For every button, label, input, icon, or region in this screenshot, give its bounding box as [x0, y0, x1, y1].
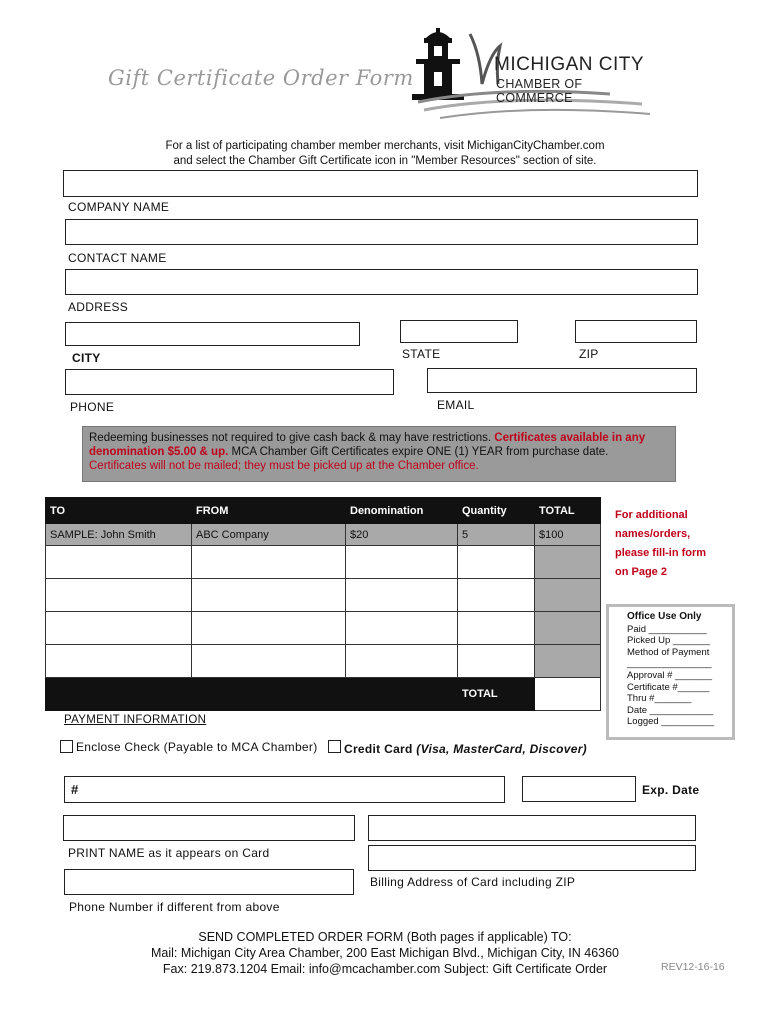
logo-line2: CHAMBER OF COMMERCE: [496, 77, 583, 105]
billing-address-label: Billing Address of Card including ZIP: [370, 875, 576, 889]
office-thru: Thru #_______: [627, 693, 692, 705]
quantity-cell[interactable]: [458, 612, 535, 645]
sample-from: ABC Company: [192, 524, 346, 546]
check-label: Enclose Check (Payable to MCA Chamber): [76, 740, 318, 754]
quantity-cell[interactable]: [458, 579, 535, 612]
email-input[interactable]: [427, 368, 697, 393]
zip-label: ZIP: [579, 347, 599, 361]
footer-fax-email: Fax: 219.873.1204 Email: info@mcachamber.com Subject: Gift Certificate Order: [162, 962, 608, 976]
payment-heading: PAYMENT INFORMATION: [64, 714, 207, 726]
office-paid: Paid ___________: [627, 623, 707, 635]
denomination-cell[interactable]: [346, 579, 458, 612]
denomination-cell[interactable]: [346, 546, 458, 579]
print-name-label: PRINT NAME as it appears on Card: [68, 846, 270, 860]
office-method-line: ________________: [627, 658, 712, 670]
address-label: ADDRESS: [68, 300, 129, 314]
notice-pickup: Certificates will not be mailed; they must be picked up at the Chamber office.: [89, 460, 479, 472]
note-line1: For additional: [615, 509, 688, 521]
notice-expiry: MCA Chamber Gift Certificates expire ONE (1) YEAR from purchase date.: [228, 446, 609, 458]
office-date: Date ____________: [627, 704, 714, 716]
state-input[interactable]: [400, 320, 518, 343]
office-certificate: Certificate #______: [627, 681, 710, 693]
table-row: [46, 612, 601, 645]
total-row-filler: [346, 678, 458, 711]
revision-code: REV12-16-16: [661, 961, 725, 973]
intro-text: [0, 139, 770, 169]
quantity-cell[interactable]: [458, 546, 535, 579]
total-cell: [535, 546, 601, 579]
intro-line2: and select the Chamber Gift Certificate icon in "Member Resources" section of site.: [173, 155, 597, 167]
to-cell[interactable]: [46, 546, 192, 579]
from-cell[interactable]: [192, 579, 346, 612]
billing-address-input-1[interactable]: [368, 815, 696, 841]
notice-denomination: Certificates available in any denomination $5.00 & up.: [89, 432, 646, 458]
office-logged: Logged __________: [627, 716, 715, 728]
to-cell[interactable]: [46, 645, 192, 678]
to-cell[interactable]: [46, 612, 192, 645]
total-cell: [535, 645, 601, 678]
additional-orders-note: [615, 506, 725, 582]
sample-total: $100: [535, 524, 601, 546]
table-row: [46, 546, 601, 579]
office-picked-up: Picked Up _______: [627, 635, 710, 647]
contact-name-input[interactable]: [65, 219, 698, 245]
check-checkbox[interactable]: [60, 740, 73, 753]
col-from: FROM: [192, 498, 346, 524]
denomination-cell[interactable]: [346, 612, 458, 645]
phone-input[interactable]: [65, 369, 394, 395]
zip-input[interactable]: [575, 320, 697, 343]
office-method: Method of Payment: [627, 646, 710, 658]
send-instructions: [0, 929, 770, 977]
alt-phone-input[interactable]: [64, 869, 354, 895]
billing-address-input-2[interactable]: [368, 845, 696, 871]
card-number-input[interactable]: [64, 776, 505, 803]
card-number-hash: #: [71, 782, 79, 797]
grand-total-input[interactable]: [535, 678, 601, 711]
to-cell[interactable]: [46, 579, 192, 612]
note-line3: please fill-in form: [615, 547, 707, 559]
email-label: EMAIL: [437, 398, 475, 412]
footer-line1: SEND COMPLETED ORDER FORM (Both pages if applicable) TO:: [198, 930, 572, 944]
sample-denomination: $20: [346, 524, 458, 546]
exp-date-label: Exp. Date: [642, 783, 700, 797]
company-name-label: COMPANY NAME: [68, 200, 170, 214]
sample-quantity: 5: [458, 524, 535, 546]
office-approval: Approval # _______: [627, 669, 713, 681]
credit-card-text: Credit Card: [344, 742, 413, 756]
contact-name-label: CONTACT NAME: [68, 251, 167, 265]
exp-date-input[interactable]: [522, 776, 636, 802]
state-label: STATE: [402, 347, 441, 361]
redemption-notice: [82, 426, 676, 482]
office-use-box: [606, 604, 735, 740]
credit-card-checkbox[interactable]: [328, 740, 341, 753]
notice-part1: Redeeming businesses not required to give cash back & may have restrictions.: [89, 432, 495, 444]
sample-row: [46, 524, 601, 546]
from-cell[interactable]: [192, 645, 346, 678]
col-quantity: Quantity: [458, 498, 535, 524]
form-title: Gift Certificate Order Form: [108, 66, 414, 90]
note-line4: on Page 2: [615, 566, 667, 578]
note-line2: names/orders,: [615, 528, 691, 540]
total-row-filler: [192, 678, 346, 711]
credit-card-label: [344, 742, 587, 756]
table-row: [46, 579, 601, 612]
col-denomination: Denomination: [346, 498, 458, 524]
total-cell: [535, 612, 601, 645]
footer-mail: Mail: Michigan City Area Chamber, 200 East Michigan Blvd., Michigan City, IN 46360: [150, 946, 620, 960]
intro-line1: For a list of participating chamber member merchants, visit MichiganCityChamber.com: [165, 140, 605, 152]
total-cell: [535, 579, 601, 612]
sample-to: SAMPLE: John Smith: [46, 524, 192, 546]
quantity-cell[interactable]: [458, 645, 535, 678]
phone-label: PHONE: [70, 400, 115, 414]
city-label: CITY: [72, 351, 101, 365]
table-header-row: [46, 498, 601, 524]
denomination-cell[interactable]: [346, 645, 458, 678]
alt-phone-label: Phone Number if different from above: [69, 900, 280, 914]
col-to: TO: [46, 498, 192, 524]
company-name-input[interactable]: [63, 170, 698, 197]
from-cell[interactable]: [192, 546, 346, 579]
total-row-filler: [46, 678, 192, 711]
logo-line1: MICHIGAN CITY: [494, 54, 645, 75]
city-input[interactable]: [65, 322, 360, 346]
total-row: [46, 678, 601, 711]
order-table: [45, 497, 601, 711]
office-title: Office Use Only: [627, 611, 702, 622]
print-name-input[interactable]: [63, 815, 355, 841]
address-input[interactable]: [65, 269, 698, 295]
from-cell[interactable]: [192, 612, 346, 645]
chamber-logo: [410, 24, 660, 124]
card-types: (Visa, MasterCard, Discover): [412, 742, 587, 756]
grand-total-label: TOTAL: [458, 678, 535, 711]
table-row: [46, 645, 601, 678]
col-total: TOTAL: [535, 498, 601, 524]
